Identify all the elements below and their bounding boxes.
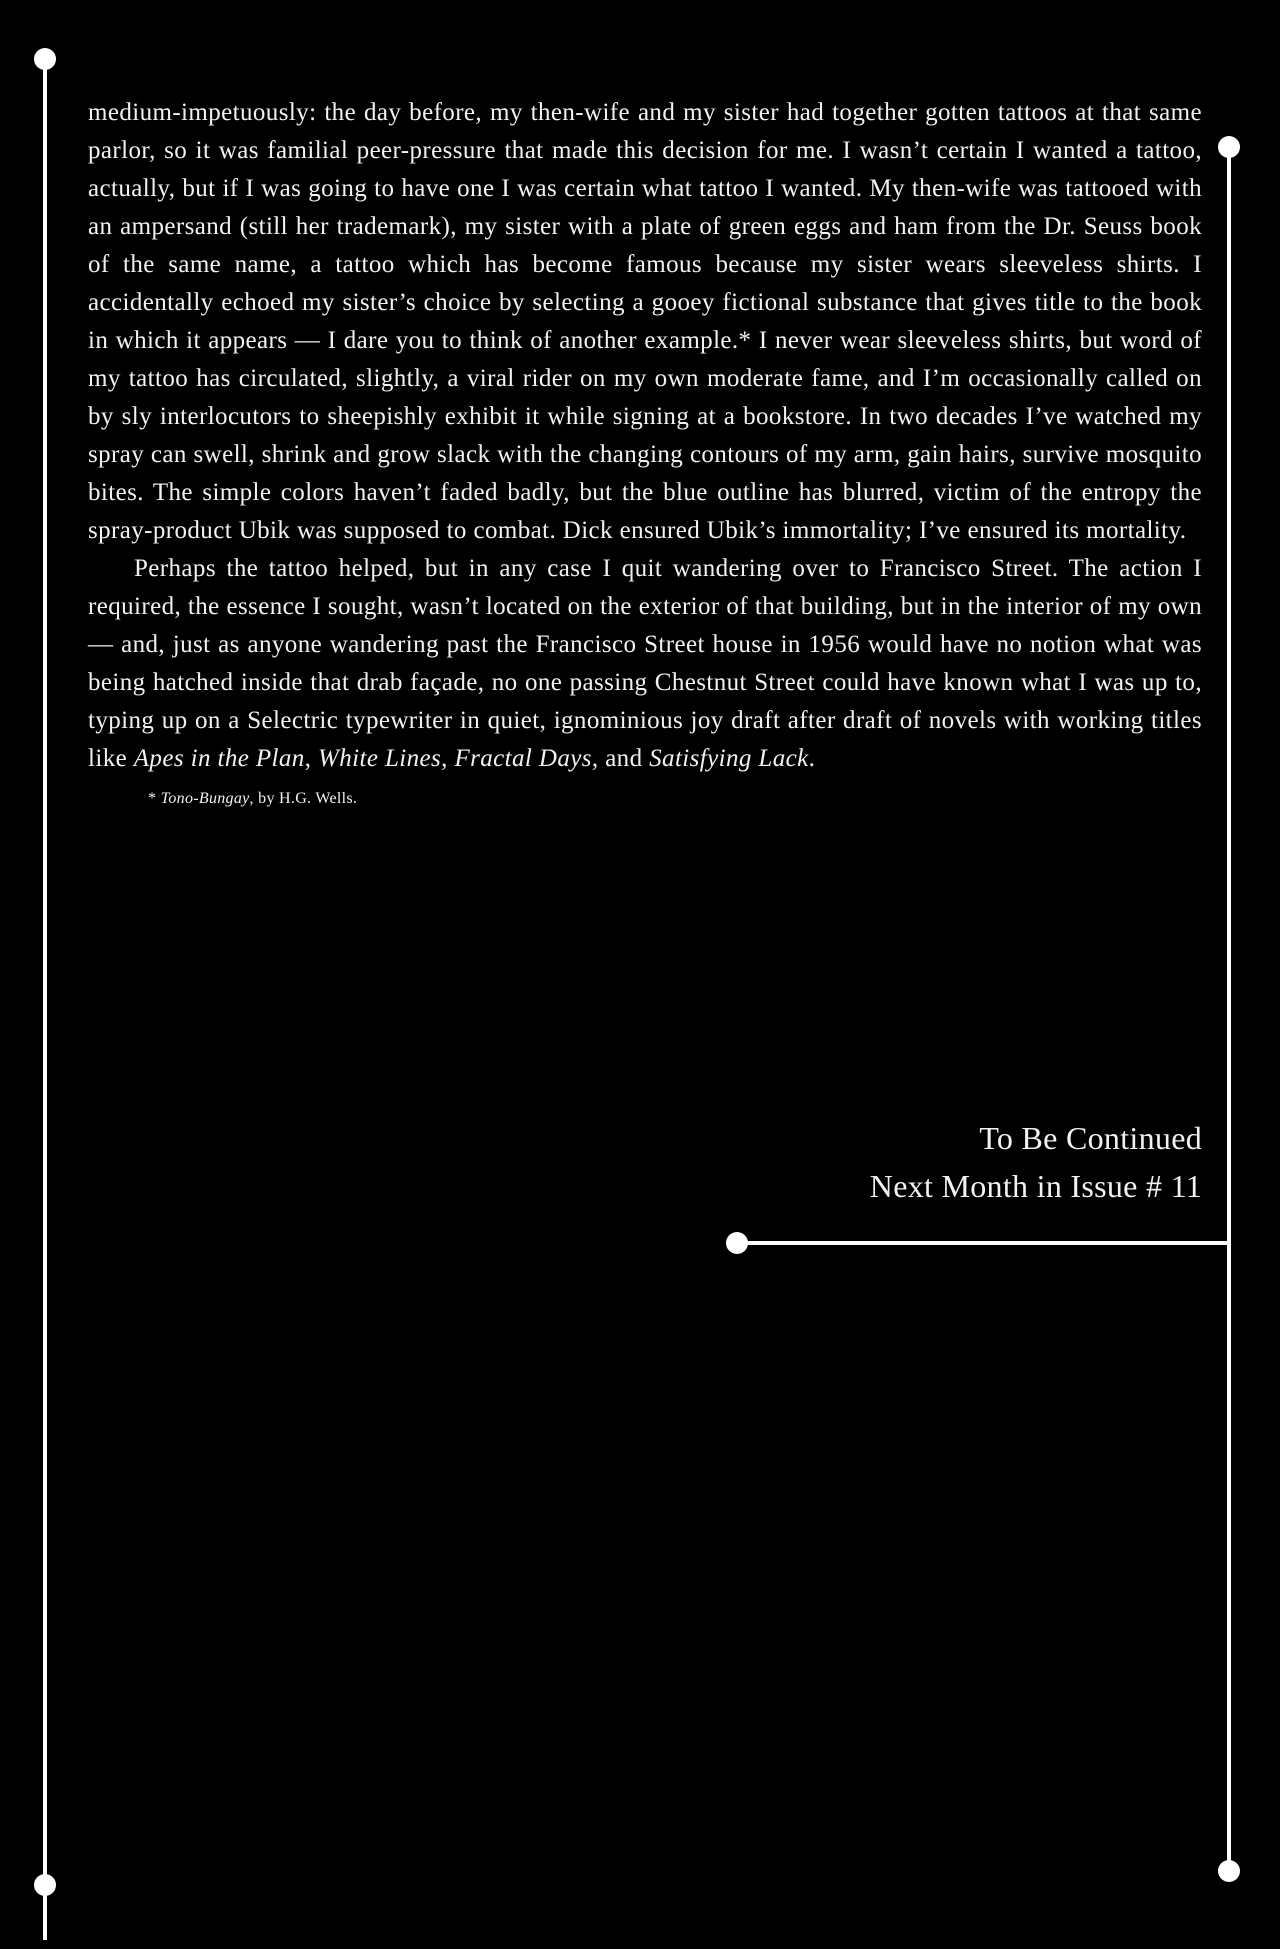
footnote-marker: *	[148, 790, 161, 807]
book-title-2: White Lines	[318, 745, 442, 772]
continued-line-1: To Be Continued	[979, 1120, 1202, 1156]
separator-1: ,	[304, 745, 319, 772]
book-title-4: Satisfying Lack	[649, 745, 809, 772]
book-title-1: Apes in the Plan	[133, 745, 305, 772]
end-punctuation: .	[808, 745, 816, 772]
article-text	[88, 94, 1202, 810]
continued-line-2: Next Month in Issue # 11	[869, 1168, 1202, 1204]
footnote	[148, 788, 1202, 810]
separator-3: , and	[591, 745, 650, 772]
left-bottom-dot	[34, 1874, 56, 1896]
left-vertical-line	[43, 58, 47, 1940]
paragraph-2-main: Perhaps the tattoo helped, but in any case I quit wandering over to Francisco Street. The action I required, the essence I sought, wasn’t located on the exterior of that building, but in the interior of my own — and, just as anyone wandering past the Francisco Street house in 1956 would have no notion what was being hatched inside that drab façade, no one passing Chestnut Street could have known what I was up to, typing up on a Selectric typewriter in quiet, ignominious joy draft after draft of novels with working titles like	[88, 555, 1202, 772]
continued-notice	[870, 1114, 1202, 1210]
footnote-title: Tono-Bungay	[160, 790, 250, 807]
book-title-3: Fractal Days	[454, 745, 592, 772]
horizontal-line	[736, 1241, 1230, 1245]
right-bottom-dot	[1218, 1860, 1240, 1882]
paragraph-1: medium-impetuously: the day before, my then-wife and my sister had together gotten tattoos at that same parlor, so it was familial peer-pressure that made this decision for me. I wasn’t certain I wanted a tattoo, actually, but if I was going to have one I was certain what tattoo I wanted. My then-wife was tattooed with an ampersand (still her trademark), my sister with a plate of green eggs and ham from the Dr. Seuss book of the same name, a tattoo which has become famous because my sister wears sleeveless shirts. I accidentally echoed my sister’s choice by selecting a gooey fictional substance that gives title to the book in which it appears — I dare you to think of another example.* I never wear sleeveless shirts, but word of my tattoo has circulated, slightly, a viral rider on my own moderate fame, and I’m occasionally called on by sly interlocutors to sheepishly exhibit it while signing at a bookstore. In two decades I’ve watched my spray can swell, shrink and grow slack with the changing contours of my arm, gain hairs, survive mosquito bites. The simple colors haven’t faded badly, but the blue outline has blurred, victim of the entropy the spray-product Ubik was supposed to combat. Dick ensured Ubik’s immortality; I’ve ensured its mortality.	[88, 99, 1202, 544]
separator-2: ,	[441, 745, 455, 772]
paragraph-2	[88, 550, 1202, 778]
right-vertical-line	[1227, 146, 1231, 1872]
footnote-rest: , by H.G. Wells.	[249, 790, 358, 807]
